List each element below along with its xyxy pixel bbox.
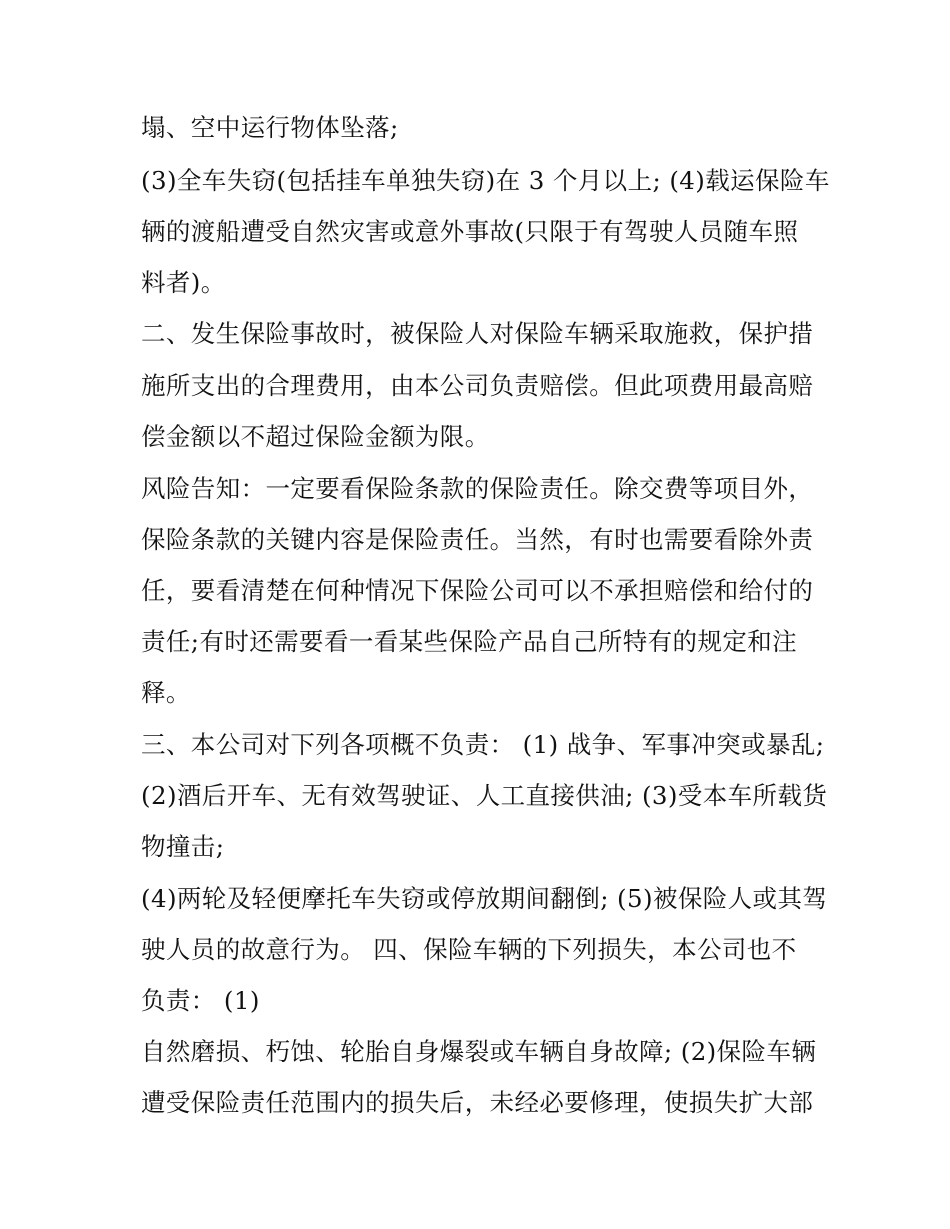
text-line: 任，要看清楚在何种情况下保险公司可以不承担赔偿和给付的 xyxy=(141,576,814,605)
text-line: 三、本公司对下列各项概不负责： (1) 战争、军事冲突或暴乱; xyxy=(141,730,825,759)
text-line: 二、发生保险事故时，被保险人对保险车辆采取施救，保护措 xyxy=(141,319,814,348)
text-line: 驶人员的故意行为。 四、保险车辆的下列损失，本公司也不 xyxy=(141,935,797,964)
text-line: 偿金额以不超过保险金额为限。 xyxy=(141,422,490,451)
text-line: 释。 xyxy=(141,678,191,707)
text-line: 料者)。 xyxy=(141,268,226,297)
text-line: (2)酒后开车、无有效驾驶证、人工直接供油; (3)受本车所载货 xyxy=(141,781,828,810)
text-line: (4)两轮及轻便摩托车失窃或停放期间翻倒; (5)被保险人或其驾 xyxy=(141,884,828,913)
text-line: 辆的渡船遭受自然灾害或意外事故(只限于有驾驶人员随车照 xyxy=(141,217,799,246)
text-line: 风险告知：一定要看保险条款的保险责任。除交费等项目外， xyxy=(141,474,814,503)
text-line: 塌、空中运行物体坠落; xyxy=(141,113,399,142)
text-line: (3)全车失窃(包括挂车单独失窃)在 3 个月以上; (4)载运保险车 xyxy=(141,166,830,195)
text-line: 责任;有时还需要看一看某些保险产品自己所特有的规定和注 xyxy=(141,627,798,656)
text-line: 自然磨损、朽蚀、轮胎自身爆裂或车辆自身故障; (2)保险车辆 xyxy=(141,1037,817,1066)
text-line: 物撞击; xyxy=(141,832,225,861)
text-line: 负责： (1) xyxy=(141,986,260,1015)
text-line: 保险条款的关键内容是保险责任。当然，有时也需要看除外责 xyxy=(141,525,814,554)
text-line: 遭受保险责任范围内的损失后，未经必要修理，使损失扩大部 xyxy=(141,1088,814,1117)
text-line: 施所支出的合理费用，由本公司负责赔偿。但此项费用最高赔 xyxy=(141,371,814,400)
